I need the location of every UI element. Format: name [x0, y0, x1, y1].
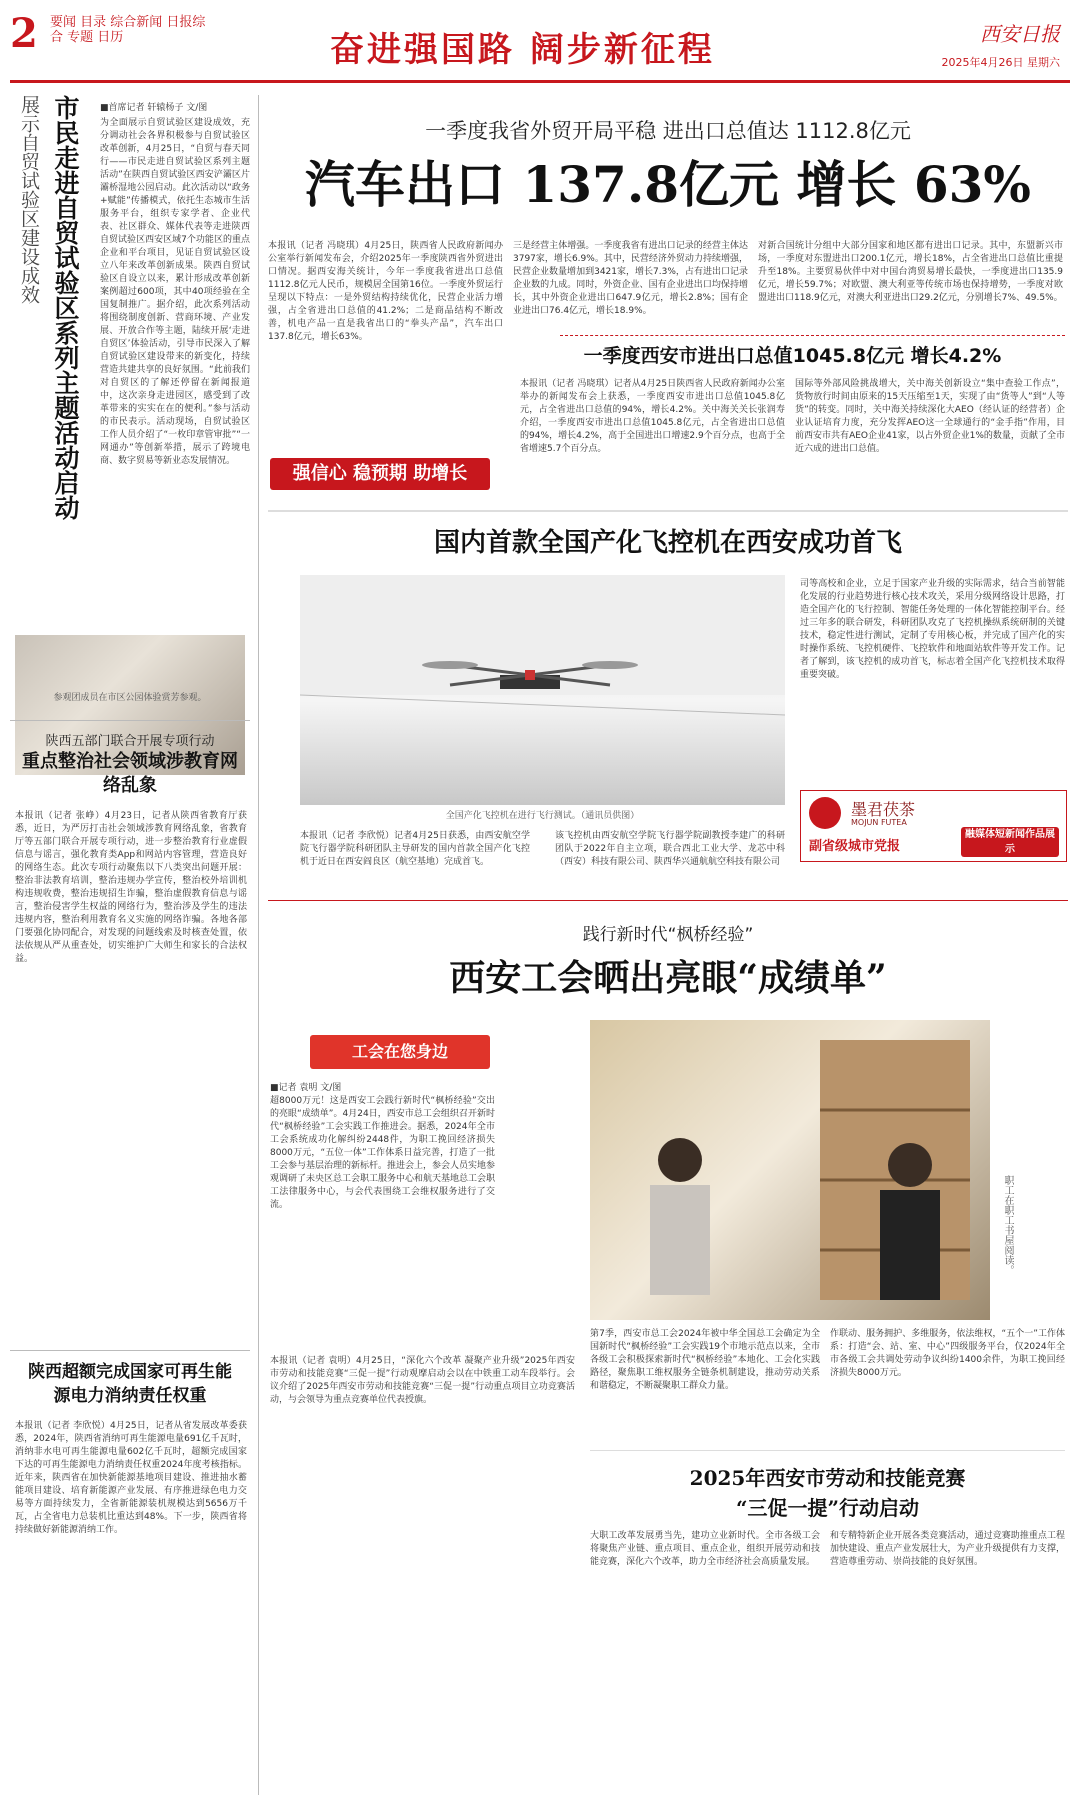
page-number: 2 [10, 10, 38, 57]
promo-box [800, 790, 1067, 862]
top-story-body-2: 三是经营主体增强。一季度我省有进出口记录的经营主体达3797家，增长6.9%。其中，民营经济外贸动力持续增强，民营企业数量增加到3421家，增长7.3%，占有进出口记录企业数的九成。同时，外资企业、国有企业进出口均保持增长，其中外资企业进出口647.9亿元，增长2.8%；国有企业进出口76.4亿元，增长18.9%。 [513, 241, 748, 316]
left-story-kicker: 展示自贸试验区建设成效 [18, 95, 40, 304]
drone-illustration-icon [300, 575, 785, 805]
sub-story-body-2: 国际等外部风险挑战增大，关中海关创新设立“集中查验工作点”，货物放行时间由原来的15天压缩至1天，实现了由“货等人”到“人等货”的转变。同时，关中海关持续深化大AEO（经认证的经营者）企业认证培育力度，充分发挥AEO这一全球通行的“金手指”作用，目前西安市共有AEO企业41家，以占外贸企业1%的数量，贡献了全市近六成的进出口总值。 [795, 379, 1065, 454]
bookshelf-illustration-icon [590, 1020, 990, 1320]
top-story-body-3: 对新合国统计分组中大部分国家和地区都有进出口记录。其中，东盟新兴市场，一季度对东盟进出口200.1亿元，增长18%，占全省进出口总值比重提升至18%。主要贸易伙伴中对中国台湾贸易增长最快，一季度进出口135.9亿元，增长59.7%；对欧盟、澳大利亚等传统市场也保持增势，一季度对欧盟进出口118.9亿元，对澳大利亚进出口29.2亿元，分别增长7%、49.5%。 [758, 241, 1063, 303]
energy-story [10, 1360, 250, 1790]
education-body: 本报讯（记者 张峥）4月23日，记者从陕西省教育厅获悉，近日，为严厉打击社会领域涉教育网络乱象，省教育厅等五部门联合开展专项行动，进一步整治教育行业虚假信息与谣言，强化教育类App和网站内容管理，营造良好的网络生态。此次专项行动聚焦以下八类突出问题开展：整治非法教育培训，整治违规办学宣传，整治校外培训机构违规收费，整治违规招生诈骗，整治虚假教育信息与谣言，整治侵害学生权益的网络行为，整治涉及学生的违法违规内容，整治利用教育名义实施的网络诈骗。各地各部门要强化协同配合，对发现的问题线索及时核查处置，依法依规从严从重查处，切实维护广大师生和家长的合法权益。 [15, 811, 247, 964]
left-divider-2 [10, 1350, 250, 1351]
drone-body-2: 该飞控机由西安航空学院飞行器学院副教授李建广的科研团队于2022年自主立项，联合西北工业大学、龙芯中科（西安）科技有限公司、陕西华兴通航航空科技有限公司 [555, 831, 785, 867]
top-story-body-1: 本报讯（记者 冯晓琪）4月25日，陕西省人民政府新闻办公室举行新闻发布会，介绍2025年一季度陕西省外贸进出口情况。据西安海关统计，今年一季度我省进出口总值1112.8亿元人民币，规模居全国第16位。一季度外贸运行呈现以下特点：一是外贸结构持续优化，民营企业活力增强，占全省进出口总值的41.2%；二是商品结构不断改善，机电产品一直是我省出口的“拳头产品”，汽车出口137.8亿元，增长63%。 [268, 241, 503, 342]
drone-body-3: 司等高校和企业，立足于国家产业升级的实际需求，结合当前智能化发展的行业趋势进行核心技术攻关，采用分级网络设计思路，打造全国产化的飞行控制、智能任务处理的一体化智能控制平台。经过三年多的联合研发，科研团队攻克了飞控机操纵系统研制的关键技术，稳定性进行测试，定制了专用核心板，并完成了国产化的实时操作系统、飞控机硬件、飞控软件和地面站软件等开发工作。记者了解到，该飞控机的成功首飞，标志着全国产化飞控机技术取得重要突破。 [800, 579, 1065, 680]
left-story-body: 为全面展示自贸试验区建设成效，充分调动社会各界积极参与自贸试验区改革创新，4月25日，“自贸与春天同行——市民走进自贸试验区系列主题活动”在陕西自贸试验区西安浐灞区片灞桥湿地公园启动。此次活动以“政务+赋能”传播模式，依托生态城市生活服务平台，组织专家学者、企业代表、社区群众、媒体代表等走进陕西自贸试验区西安区域7个功能区的重点企业和平台项目，见证自贸试验区设立八年来改革创新成果。陕西自贸试验区自设立以来，累计形成改革创新案例超过600项，其中40项经验在全国复制推广。据介绍，此次系列活动将围绕制度创新、营商环境、产业发展、开放合作等主题，陆续开展‘走进自贸区’体验活动，引导市民深入了解自贸试验区建设带来的新变化，持续营造共建共享的良好氛围。“此前我们对自贸区的了解还停留在新闻报道中，这次亲身走进园区，感受到了改革带来的实实在在的便利。”参与活动的市民表示。活动现场，自贸试验区工作人员介绍了“一枚印章管审批”“一网通办”等创新举措，展示了跨境电商、数字贸易等新业态发展情况。 [100, 118, 250, 466]
education-headline: 重点整治社会领域涉教育网络乱象 [22, 751, 238, 796]
sub-story-rule [560, 335, 1065, 337]
drone-headline: 国内首款全国产化飞控机在西安成功首飞 [433, 528, 902, 558]
contest-body-1: 本报讯（记者 袁明）4月25日，“深化六个改革 凝聚产业升级”2025年西安市劳动和技能竞赛“三促一提”行动观摩启动会以在中铁重工动车段举行。会议介绍了2025年西安市劳动和技能竞赛“三促一提”行动重点项目立功竞赛活动，与会领导为重点竞赛单位代表授旗。 [270, 1356, 575, 1405]
left-story-photo-caption: 参观团成员在市区公园体验赏芳参观。 [53, 693, 207, 703]
drone-photo-caption: 全国产化飞控机在进行飞行测试。（通讯员供图） [445, 811, 640, 821]
education-kicker: 陕西五部门联合开展专项行动 [45, 734, 215, 749]
sub-story-headline: 一季度西安市进出口总值1045.8亿元 增长4.2% [583, 345, 1002, 367]
issue-date: 2025年4月26日 星期六 [941, 56, 1060, 69]
section-columns: 要闻 目录 综合新闻 日报综合 专题 日历 [50, 15, 206, 45]
union-headline: 西安工会晒出亮眼“成绩单” [449, 957, 887, 999]
left-story-byline: ■首席记者 轩辕杨子 文/图 [100, 103, 208, 113]
promo-sub: MOJUN FUTEA [851, 818, 907, 827]
energy-body: 本报讯（记者 李欣悦）4月25日，记者从省发展改革委获悉，2024年，陕西省消纳可再生能源电量691亿千瓦时，消纳非水电可再生能源电量602亿千瓦时，超额完成国家下达的可再生能源电力消纳责任权重2024年度考核指标。近年来，陕西省在加快新能源基地项目建设、推进抽水蓄能项目建设、培育新能源产业发展、有序推进绿色电力交易等方面持续发力，全省新能源装机规模达到5656万千瓦，占全省电力总装机比重达到48%。下一步，陕西省将持续做好新能源消纳工作。 [15, 1421, 247, 1535]
top-story-banner: 强信心 稳预期 助增长 [270, 458, 490, 490]
union-photo-caption: 职工在职工书屋阅读。 [1002, 1175, 1013, 1275]
left-divider [10, 720, 250, 721]
energy-headline: 陕西超额完成国家可再生能源电力消纳责任权重 [28, 1362, 232, 1406]
column-separator [258, 95, 259, 1795]
promo-line2: 融媒体短新闻作品展示 [961, 827, 1059, 857]
top-story-headline: 汽车出口 137.8亿元 增长 63% [305, 155, 1031, 214]
contest-body-2: 大职工改革发展勇当先，建功立业新时代。全市各级工会将聚焦产业链、重点项目、重点企业，组织开展劳动和技能竞赛，深化六个改革，助力全市经济社会高质量发展。 [590, 1531, 820, 1567]
union-body-2: 第7季，西安市总工会2024年被中华全国总工会确定为全国新时代“枫桥经验”工会实践19个市地示范点以来，全市各级工会积极探索新时代“枫桥经验”本地化、工会化实践路径，聚焦职工维权服务全链条机制建设，推动劳动关系和谐稳定，不断凝聚职工群众力量。 [590, 1329, 820, 1391]
education-story [10, 730, 250, 1340]
union-overline: 践行新时代“枫桥经验” [582, 925, 754, 945]
drone-top-rule [268, 510, 1068, 512]
newspaper-logo: 西安日报 [980, 22, 1060, 46]
contest-rule [590, 1450, 1065, 1451]
promo-brand: 墨君茯茶 [851, 800, 916, 819]
contest-body-3: 和专精特新企业开展各类竞赛活动，通过竞赛助推重点工程加快建设、重点产业发展壮大，为产业升级提供有力支撑，营造尊重劳动、崇尚技能的良好氛围。 [830, 1531, 1065, 1567]
promo-logo-icon [809, 797, 841, 829]
drone-photo [300, 575, 785, 805]
top-story-overline: 一季度我省外贸开局平稳 进出口总值达 1112.8亿元 [425, 119, 911, 143]
promo-line1: 副省级城市党报 [809, 839, 901, 854]
page-header [10, 10, 1070, 83]
drone-body-1: 本报讯（记者 李欣悦）记者4月25日获悉，由西安航空学院飞行器学院科研团队主导研发的国内首款全国产化飞控机于近日在西安阎良区（航空基地）完成首飞。 [300, 831, 530, 867]
contest-headline-2: “三促一提”行动启动 [735, 1496, 919, 1520]
union-photo [590, 1020, 990, 1320]
union-body-1: 超8000万元！这是西安工会践行新时代“枫桥经验”交出的亮眼“成绩单”。4月24日，西安市总工会组织召开新时代“枫桥经验”工会实践工作推进会。据悉，2024年全市工会系统成功化解纠纷2448件，为职工挽回经济损失8000万元，“五位一体”工作体系日益完善，打造了一批工会参与基层治理的新标杆。推进会上，参会人员实地参观调研了未央区总工会职工服务中心和航天基地总工会职工法律服务中心，与会代表围绕工会维权服务进行了交流。 [270, 1096, 495, 1210]
left-story [10, 95, 250, 705]
union-body-3: 作联动、服务拥护、多维服务，依法维权，“五个一”工作体系：打造“会、站、室、中心”四级服务平台，仅2024年全市各级工会共调处劳动争议纠纷1400余件，为职工挽回经济损失8000万元。 [830, 1329, 1065, 1378]
page-slogan: 奋进强国路 阔步新征程 [330, 30, 715, 70]
left-story-title: 市民走进自贸试验区系列主题活动启动 [51, 95, 80, 520]
contest-headline-1: 2025年西安市劳动和技能竞赛 [689, 1466, 966, 1490]
union-byline: ■记者 袁明 文/图 [270, 1083, 342, 1093]
sub-story-body-1: 本报讯（记者 冯晓琪）记者从4月25日陕西省人民政府新闻办公室举办的新闻发布会上获悉，一季度西安市进出口总值1045.8亿元，占全省进出口总值的94%，增长4.2%。关中海关关长张润寿介绍，一季度西安市进出口总值1045.8亿元，占全省进出口总值的94%，增长4.2%，高于全国进出口增速2.9个百分点，也高于全省增速5.7个百分点。 [520, 379, 785, 454]
union-top-rule [268, 900, 1068, 901]
union-banner: 工会在您身边 [310, 1035, 490, 1069]
contest-left-column [268, 1355, 578, 1795]
